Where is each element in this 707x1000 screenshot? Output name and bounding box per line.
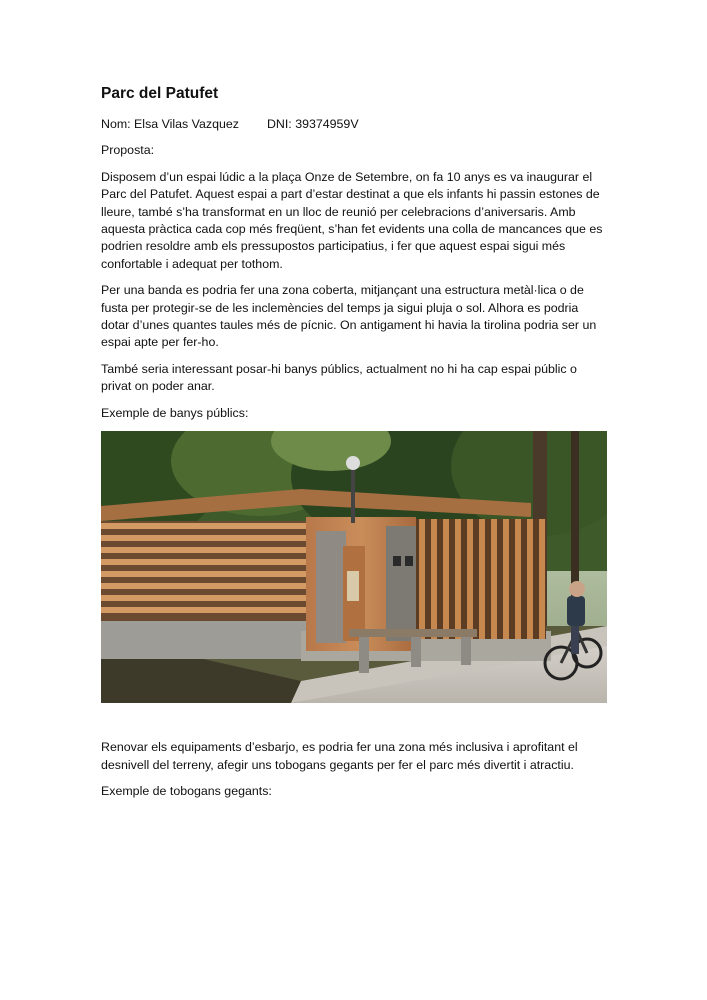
author-info: [101, 116, 607, 133]
paragraph-play-equipment: Renovar els equipaments d’esbarjo, es podria fer una zona més inclusiva i aprofitant el desnivell del terreny, afegir uns tobogans gegants per fer el parc més divertit i atractiu.: [101, 740, 578, 772]
paragraph-public-bathrooms: També seria interessant posar-hi banys públics, actualment no hi ha cap espai públic o privat on poder anar.: [101, 361, 577, 394]
bathroom-example-label: Exemple de banys públics:: [101, 405, 249, 420]
page-title: Parc del Patufet: [101, 85, 219, 102]
proposal-label: Proposta:: [101, 143, 155, 158]
slides-example-label: Exemple de tobogans gegants:: [101, 783, 272, 798]
paragraph-intro: Disposem d’un espai lúdic a la plaça Onze de Setembre, on fa 10 anys es va inaugurar el Parc del Patufet. Aquest espai a part d’estar destinat a que els infants hi passin estones de lleure, també s’ha transformat en un lloc de reunió per celebracions d’aniversaris. Amb aquesta pràctica cada cop més freqüent, s’han fet evidents una colla de mancances que es podrien resoldre amb els pressupostos participatius, i fer que aquest espai sigui més confortable i adequat per tothom.: [101, 169, 603, 271]
author-name: Nom: Elsa Vilas Vazquez: [101, 117, 239, 131]
document-body: [101, 84, 607, 809]
public-bathroom-photo: [101, 431, 607, 703]
author-dni: DNI: 39374959V: [266, 117, 359, 131]
paragraph-covered-area: Per una banda es podria fer una zona coberta, mitjançant una estructura metàl·lica o de fusta per protegir-se de les inclemències del temps ja sigui pluja o sol. Alhora es podria dotar d’unes quantes taules més de pícnic. On antigament hi havia la tirolina podria ser un espai apte per fer-ho.: [101, 283, 597, 350]
